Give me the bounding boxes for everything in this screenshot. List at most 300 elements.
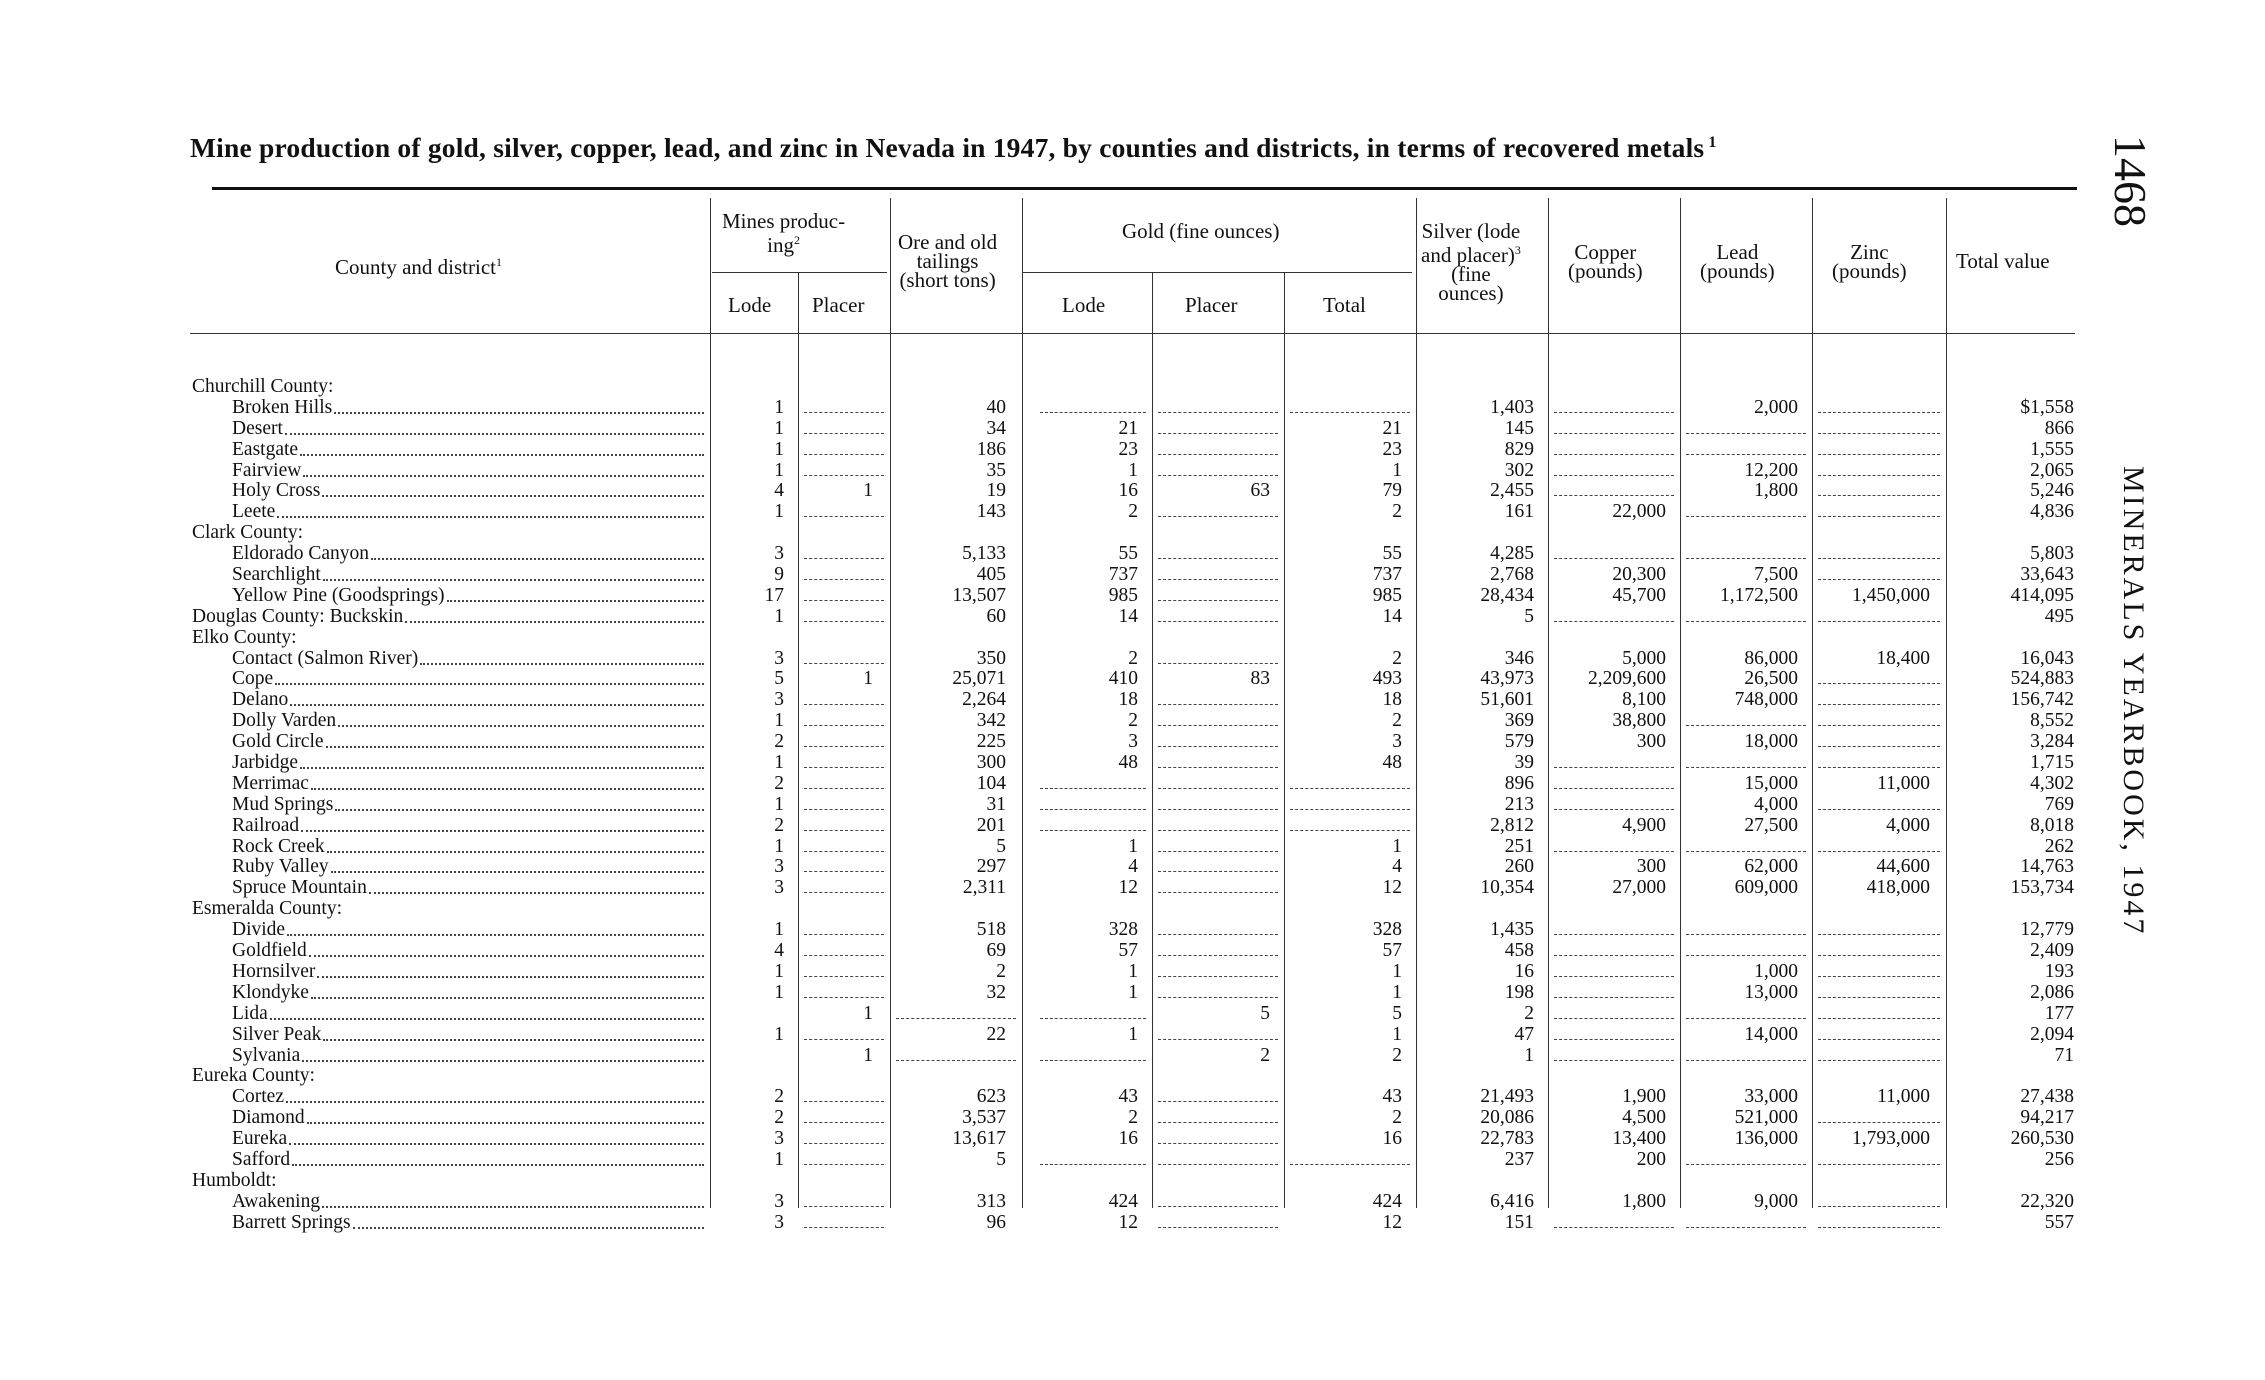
county-name: Humboldt: [192, 1169, 277, 1191]
cell-lead: 13,000 [1744, 981, 1798, 1003]
empty-cell-dash [804, 809, 884, 810]
district-name: Divide [232, 919, 286, 941]
cell-value: 153,734 [2010, 877, 2074, 899]
district-row [0, 481, 2265, 502]
empty-cell-dash [1818, 454, 1940, 455]
cell-gold-lode: 3 [1128, 731, 1138, 753]
empty-cell-dash [1818, 621, 1940, 622]
header-gold-placer: Placer [1185, 293, 1238, 317]
empty-cell-dash [1158, 892, 1278, 893]
dot-leader [307, 1122, 704, 1124]
cell-gold-total: 2 [1392, 710, 1402, 732]
empty-cell-dash [1554, 934, 1674, 935]
empty-cell-dash [804, 704, 884, 705]
dot-leader [369, 892, 704, 894]
district-name: Delano [232, 689, 289, 711]
cell-gold-lode: 23 [1118, 438, 1138, 460]
empty-cell-dash [804, 1039, 884, 1040]
cell-lode: 4 [774, 480, 784, 502]
cell-gold-lode: 1 [1128, 459, 1138, 481]
empty-cell-dash [1554, 767, 1674, 768]
cell-ore: 186 [976, 438, 1006, 460]
cell-silver: 896 [1504, 772, 1534, 794]
empty-cell-dash [1818, 433, 1940, 434]
empty-cell-dash [804, 516, 884, 517]
empty-cell-dash [1290, 809, 1410, 810]
empty-cell-dash [1158, 1227, 1278, 1228]
empty-cell-dash [1040, 788, 1146, 789]
cell-value: 71 [2054, 1044, 2074, 1066]
cell-ore: 96 [986, 1211, 1006, 1233]
dot-leader [323, 1039, 704, 1041]
cell-ore: 2,264 [962, 689, 1006, 711]
empty-cell-dash [804, 851, 884, 852]
cell-value: 2,065 [2030, 459, 2074, 481]
mines-subrule [712, 272, 887, 273]
district-name: Gold Circle [232, 731, 324, 753]
empty-cell-dash [1554, 809, 1674, 810]
cell-value: 33,643 [2020, 564, 2074, 586]
running-head: MINERALS YEARBOOK, 1947 [2117, 466, 2150, 937]
cell-ore: 31 [986, 793, 1006, 815]
empty-cell-dash [1818, 558, 1940, 559]
empty-cell-dash [804, 1122, 884, 1123]
cell-value: 2,086 [2030, 981, 2074, 1003]
cell-lode: 17 [764, 584, 784, 606]
district-name: Silver Peak [232, 1023, 322, 1045]
cell-gold-lode: 21 [1118, 417, 1138, 439]
district-name: Leete [232, 501, 276, 523]
data-table [0, 377, 2265, 1234]
cell-lode: 1 [774, 605, 784, 627]
cell-gold-total: 328 [1372, 919, 1402, 941]
cell-lead: 1,172,500 [1720, 584, 1798, 606]
cell-gold-lode: 1 [1128, 835, 1138, 857]
cell-gold-total: 424 [1372, 1190, 1402, 1212]
empty-cell-dash [1818, 809, 1940, 810]
cell-gold-total: 57 [1382, 940, 1402, 962]
cell-lode: 9 [774, 564, 784, 586]
header-bottom-rule [190, 333, 2075, 334]
cell-value: 3,284 [2030, 731, 2074, 753]
header-copper: Copper (pounds) [1568, 240, 1643, 283]
cell-gold-total: 1 [1392, 960, 1402, 982]
empty-cell-dash [804, 1227, 884, 1228]
empty-cell-dash [1818, 579, 1940, 580]
empty-cell-dash [1818, 851, 1940, 852]
district-row [0, 878, 2265, 899]
top-rule [212, 187, 2077, 190]
empty-cell-dash [1158, 997, 1278, 998]
cell-ore: 13,507 [952, 584, 1006, 606]
table-title: Mine production of gold, silver, copper, lead, and zinc in Nevada in 1947, by counties and districts, in terms of recovered metals $^1$ [190, 132, 1717, 163]
cell-zinc: 44,600 [1876, 856, 1930, 878]
cell-lode: 3 [774, 877, 784, 899]
cell-gold-lode: 55 [1118, 543, 1138, 565]
district-name: Fairview [232, 459, 302, 481]
empty-cell-dash [1554, 1018, 1674, 1019]
cell-lode: 1 [774, 1148, 784, 1170]
cell-lode: 3 [774, 856, 784, 878]
empty-cell-dash [1818, 725, 1940, 726]
empty-cell-dash [1158, 454, 1278, 455]
cell-silver: 237 [1504, 1148, 1534, 1170]
empty-cell-dash [1158, 475, 1278, 476]
dot-leader [322, 1206, 704, 1208]
cell-zinc: 18,400 [1876, 647, 1930, 669]
district-name: Eldorado Canyon [232, 543, 370, 565]
cell-value: 5,246 [2030, 480, 2074, 502]
cell-value: 414,095 [2010, 584, 2074, 606]
cell-gold-lode: 2 [1128, 710, 1138, 732]
empty-cell-dash [804, 746, 884, 747]
cell-copper: 13,400 [1612, 1128, 1666, 1150]
cell-gold-total: 2 [1392, 647, 1402, 669]
empty-cell-dash [1686, 851, 1806, 852]
empty-cell-dash [804, 621, 884, 622]
empty-cell-dash [804, 892, 884, 893]
cell-lode: 2 [774, 1107, 784, 1129]
district-name: Cope [232, 668, 274, 690]
district-name: Mud Springs [232, 793, 334, 815]
empty-cell-dash [1158, 1143, 1278, 1144]
district-name: Desert [232, 417, 283, 439]
cell-lead: 1,800 [1754, 480, 1798, 502]
dot-leader [285, 433, 704, 435]
cell-value: 4,836 [2030, 501, 2074, 523]
district-name: Awakening [232, 1190, 321, 1212]
empty-cell-dash [1158, 955, 1278, 956]
dot-leader [323, 579, 704, 581]
cell-gold-lode: 4 [1128, 856, 1138, 878]
empty-cell-dash [1686, 725, 1806, 726]
empty-cell-dash [1818, 516, 1940, 517]
empty-cell-dash [896, 1060, 1016, 1061]
empty-cell-dash [1040, 1060, 1146, 1061]
district-name: Sylvania [232, 1044, 301, 1066]
county-row [0, 523, 2265, 544]
cell-lode: 2 [774, 814, 784, 836]
dot-leader [292, 1164, 704, 1166]
header-gold-total: Total [1323, 293, 1366, 317]
cell-silver: 22,783 [1480, 1128, 1534, 1150]
district-row [0, 732, 2265, 753]
empty-cell-dash [1818, 1018, 1940, 1019]
cell-gold-lode: 410 [1108, 668, 1138, 690]
district-row [0, 1087, 2265, 1108]
county-row [0, 899, 2265, 920]
dot-leader [302, 1060, 704, 1062]
cell-gold-total: 2 [1392, 1044, 1402, 1066]
district-row [0, 502, 2265, 523]
cell-lode: 3 [774, 689, 784, 711]
cell-value: 557 [2044, 1211, 2074, 1233]
cell-silver: 47 [1514, 1023, 1534, 1045]
district-row [0, 795, 2265, 816]
empty-cell-dash [1290, 1164, 1410, 1165]
empty-cell-dash [1818, 1164, 1940, 1165]
district-row [0, 398, 2265, 419]
empty-cell-dash [1818, 1039, 1940, 1040]
district-row [0, 1004, 2265, 1025]
empty-cell-dash [1040, 1018, 1146, 1019]
district-row [0, 753, 2265, 774]
district-name: Merrimac [232, 772, 309, 794]
district-name: Searchlight [232, 564, 321, 586]
cell-lead: 748,000 [1734, 689, 1798, 711]
empty-cell-dash [1554, 788, 1674, 789]
cell-ore: 5,133 [962, 543, 1006, 565]
cell-lode: 1 [774, 396, 784, 418]
cell-value: 495 [2044, 605, 2074, 627]
cell-gold-total: 1 [1392, 1023, 1402, 1045]
cell-placer: 1 [863, 668, 873, 690]
empty-cell-dash [1818, 746, 1940, 747]
empty-cell-dash [1818, 1122, 1940, 1123]
dot-leader [447, 600, 704, 602]
cell-ore: 5 [996, 835, 1006, 857]
cell-placer: 1 [863, 480, 873, 502]
empty-cell-dash [1818, 475, 1940, 476]
dot-leader [331, 871, 704, 873]
cell-ore: 34 [986, 417, 1006, 439]
cell-gold-lode: 985 [1108, 584, 1138, 606]
cell-ore: 104 [976, 772, 1006, 794]
empty-cell-dash [1818, 1206, 1940, 1207]
cell-value: 16,043 [2020, 647, 2074, 669]
district-name: Eureka [232, 1128, 288, 1150]
cell-value: 5,803 [2030, 543, 2074, 565]
district-row [0, 461, 2265, 482]
district-name: Yellow Pine (Goodsprings) [232, 584, 445, 606]
cell-lode: 4 [774, 940, 784, 962]
cell-gold-lode: 18 [1118, 689, 1138, 711]
cell-lode: 3 [774, 543, 784, 565]
cell-gold-lode: 1 [1128, 1023, 1138, 1045]
empty-cell-dash [1158, 600, 1278, 601]
empty-cell-dash [1554, 475, 1674, 476]
cell-value: 2,094 [2030, 1023, 2074, 1045]
district-row [0, 565, 2265, 586]
empty-cell-dash [1158, 704, 1278, 705]
empty-cell-dash [1686, 1060, 1806, 1061]
cell-copper: 5,000 [1622, 647, 1666, 669]
cell-copper: 1,900 [1622, 1086, 1666, 1108]
district-row [0, 1213, 2265, 1234]
cell-value: 262 [2044, 835, 2074, 857]
empty-cell-dash [1686, 1227, 1806, 1228]
cell-gold-lode: 14 [1118, 605, 1138, 627]
empty-cell-dash [1554, 955, 1674, 956]
cell-gold-lode: 737 [1108, 564, 1138, 586]
dot-leader [270, 1018, 704, 1020]
cell-gold-total: 4 [1392, 856, 1402, 878]
empty-cell-dash [804, 475, 884, 476]
county-row [0, 607, 2265, 628]
empty-cell-dash [1686, 1164, 1806, 1165]
district-row [0, 690, 2265, 711]
district-row [0, 941, 2265, 962]
empty-cell-dash [1686, 516, 1806, 517]
cell-ore: 2,311 [962, 877, 1006, 899]
empty-cell-dash [1686, 433, 1806, 434]
cell-gold-lode: 12 [1118, 877, 1138, 899]
district-row [0, 837, 2265, 858]
cell-gold-placer: 83 [1250, 668, 1270, 690]
cell-silver: 302 [1504, 459, 1534, 481]
empty-cell-dash [1818, 955, 1940, 956]
cell-value: 94,217 [2020, 1107, 2074, 1129]
header-mines-producing: Mines produc- ing$^2$ [722, 209, 846, 257]
empty-cell-dash [1818, 412, 1940, 413]
empty-cell-dash [1818, 683, 1940, 684]
empty-cell-dash [1158, 558, 1278, 559]
header-ore-tailings: Ore and old tailings (short tons) [898, 230, 998, 292]
cell-ore: 143 [976, 501, 1006, 523]
cell-silver: 20,086 [1480, 1107, 1534, 1129]
empty-cell-dash [1158, 830, 1278, 831]
empty-cell-dash [1686, 621, 1806, 622]
cell-silver: 251 [1504, 835, 1534, 857]
cell-placer: 1 [863, 1044, 873, 1066]
cell-gold-total: 1 [1392, 459, 1402, 481]
district-name: Holy Cross [232, 480, 321, 502]
empty-cell-dash [804, 997, 884, 998]
cell-gold-placer: 2 [1260, 1044, 1270, 1066]
header-mines-placer: Placer [812, 293, 865, 317]
cell-ore: 69 [986, 940, 1006, 962]
cell-zinc: 418,000 [1866, 877, 1930, 899]
cell-silver: 145 [1504, 417, 1534, 439]
dot-leader [353, 1227, 704, 1229]
cell-ore: 623 [976, 1086, 1006, 1108]
cell-gold-total: 1 [1392, 981, 1402, 1003]
cell-zinc: 11,000 [1877, 772, 1930, 794]
district-row [0, 1046, 2265, 1067]
empty-cell-dash [1818, 495, 1940, 496]
cell-lead: 26,500 [1744, 668, 1798, 690]
cell-gold-total: 18 [1382, 689, 1402, 711]
dot-leader [303, 475, 704, 477]
district-row [0, 586, 2265, 607]
cell-copper: 38,800 [1612, 710, 1666, 732]
cell-silver: 1,403 [1490, 396, 1534, 418]
dot-leader [322, 495, 704, 497]
district-row [0, 649, 2265, 670]
cell-ore: 201 [976, 814, 1006, 836]
cell-copper: 22,000 [1612, 501, 1666, 523]
cell-copper: 4,900 [1622, 814, 1666, 836]
cell-silver: 5 [1524, 605, 1534, 627]
cell-lode: 1 [774, 710, 784, 732]
dot-leader [317, 976, 704, 978]
cell-value: 14,763 [2020, 856, 2074, 878]
district-name: Dolly Varden [232, 710, 337, 732]
dot-leader [290, 704, 704, 706]
empty-cell-dash [1554, 1039, 1674, 1040]
empty-cell-dash [804, 976, 884, 977]
cell-lode: 1 [774, 501, 784, 523]
empty-cell-dash [1818, 1060, 1940, 1061]
cell-lode: 1 [774, 438, 784, 460]
cell-silver: 39 [1514, 752, 1534, 774]
district-row [0, 711, 2265, 732]
county-name: Esmeralda County: [192, 898, 343, 920]
empty-cell-dash [1158, 871, 1278, 872]
district-name: Hornsilver [232, 960, 316, 982]
district-row [0, 544, 2265, 565]
cell-silver: 4,285 [1490, 543, 1534, 565]
header-gold: Gold (fine ounces) [1122, 219, 1280, 243]
county-name: Elko County: [192, 626, 297, 648]
empty-cell-dash [1554, 621, 1674, 622]
dot-leader [289, 1143, 704, 1145]
cell-silver: 10,354 [1480, 877, 1534, 899]
cell-value: 769 [2044, 793, 2074, 815]
cell-copper: 1,800 [1622, 1190, 1666, 1212]
empty-cell-dash [804, 1164, 884, 1165]
county-row [0, 377, 2265, 398]
empty-cell-dash [1686, 1018, 1806, 1019]
cell-gold-lode: 424 [1108, 1190, 1138, 1212]
empty-cell-dash [1818, 1227, 1940, 1228]
empty-cell-dash [804, 830, 884, 831]
cell-lead: 27,500 [1744, 814, 1798, 836]
cell-value: 256 [2044, 1148, 2074, 1170]
empty-cell-dash [1554, 433, 1674, 434]
empty-cell-dash [1158, 746, 1278, 747]
district-row [0, 1108, 2265, 1129]
dot-leader [405, 621, 704, 623]
cell-ore: 22 [986, 1023, 1006, 1045]
cell-lode: 2 [774, 772, 784, 794]
cell-silver: 2,812 [1490, 814, 1534, 836]
dot-leader [286, 1101, 704, 1103]
empty-cell-dash [804, 1206, 884, 1207]
cell-ore: 2 [996, 960, 1006, 982]
empty-cell-dash [1554, 997, 1674, 998]
district-name: Contact (Salmon River) [232, 647, 419, 669]
cell-lead: 33,000 [1744, 1086, 1798, 1108]
district-name: Broken Hills [232, 396, 333, 418]
district-row [0, 774, 2265, 795]
district-name: Railroad [232, 814, 300, 836]
cell-value: 2,409 [2030, 940, 2074, 962]
dot-leader [338, 725, 704, 727]
header-zinc: Zinc (pounds) [1832, 240, 1907, 283]
dot-leader [420, 663, 704, 665]
empty-cell-dash [804, 1101, 884, 1102]
cell-gold-lode: 57 [1118, 940, 1138, 962]
empty-cell-dash [1040, 1164, 1146, 1165]
district-row [0, 440, 2265, 461]
cell-silver: 2 [1524, 1002, 1534, 1024]
cell-silver: 829 [1504, 438, 1534, 460]
cell-value: 4,302 [2030, 772, 2074, 794]
cell-gold-total: 985 [1372, 584, 1402, 606]
cell-ore: 342 [976, 710, 1006, 732]
county-row [0, 628, 2265, 649]
cell-value: 12,779 [2020, 919, 2074, 941]
cell-gold-total: 16 [1382, 1128, 1402, 1150]
cell-ore: 405 [976, 564, 1006, 586]
cell-gold-lode: 16 [1118, 1128, 1138, 1150]
cell-value: 1,715 [2030, 752, 2074, 774]
cell-gold-total: 493 [1372, 668, 1402, 690]
cell-gold-total: 2 [1392, 501, 1402, 523]
cell-silver: 151 [1504, 1211, 1534, 1233]
empty-cell-dash [804, 579, 884, 580]
